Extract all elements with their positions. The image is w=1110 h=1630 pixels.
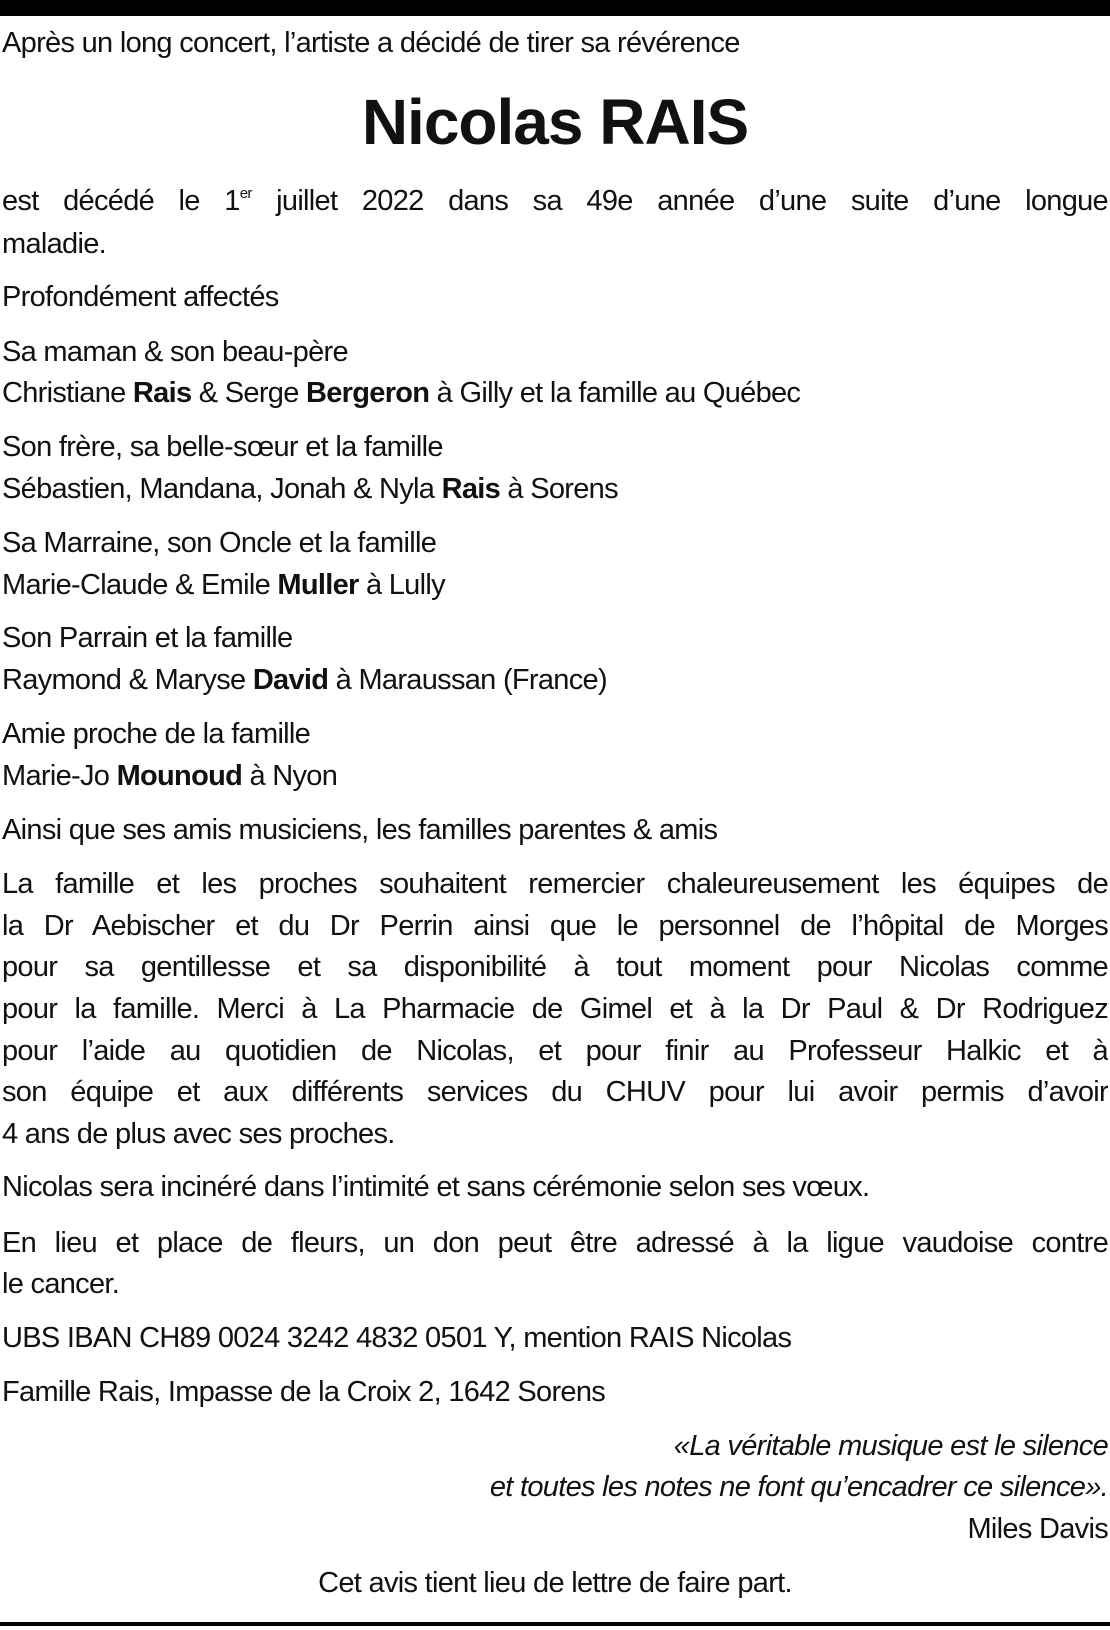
closing-line: Cet avis tient lieu de lettre de faire part. bbox=[318, 1567, 792, 1599]
text: à Nyon bbox=[242, 760, 338, 792]
family-members bbox=[2, 372, 1108, 414]
thanks-line: la Dr Aebischer et du Dr Perrin ainsi que le personnel de l’hôpital de Morges bbox=[2, 910, 1108, 942]
death-announcement-end: maladie. bbox=[2, 228, 107, 260]
thanks-line: pour sa gentillesse et sa disponibilité à tout moment pour Nicolas comme bbox=[2, 951, 1108, 983]
quote-author: Miles Davis bbox=[967, 1513, 1108, 1545]
death-announcement bbox=[2, 180, 1108, 222]
thanks-line: son équipe et aux différents services du CHUV pour lui avoir permis d’avoir bbox=[2, 1076, 1108, 1108]
surname: Bergeron bbox=[306, 377, 430, 409]
donation-line: En lieu et place de fleurs, un don peut être adressé à la ligue vaudoise contre bbox=[2, 1227, 1108, 1259]
bottom-border bbox=[0, 1622, 1110, 1626]
death-sup: er bbox=[239, 185, 252, 202]
text: Marie-Jo bbox=[2, 760, 117, 792]
text: Christiane bbox=[2, 377, 133, 409]
text: Sébastien, Mandana, Jonah & Nyla bbox=[2, 473, 442, 505]
text: à Lully bbox=[358, 569, 445, 601]
affected-line: Profondément affectés bbox=[2, 281, 279, 313]
text: à Gilly et la famille au Québec bbox=[429, 377, 801, 409]
text: à Sorens bbox=[500, 473, 618, 505]
surname: David bbox=[252, 664, 329, 696]
family-role: Son frère, sa belle-sœur et la famille bbox=[2, 431, 443, 463]
family-role: Sa Marraine, son Oncle et la famille bbox=[2, 527, 437, 559]
quote-line: et toutes les notes ne font qu’encadrer ce silence». bbox=[489, 1471, 1108, 1503]
text: Marie-Claude & Emile bbox=[2, 569, 278, 601]
family-members bbox=[2, 564, 1108, 606]
intro-line: Après un long concert, l’artiste a décidé de tirer sa révérence bbox=[2, 27, 740, 59]
family-role: Amie proche de la famille bbox=[2, 718, 311, 750]
family-role: Sa maman & son beau-père bbox=[2, 336, 348, 368]
death-text-a: est décédé le 1 bbox=[2, 185, 240, 217]
family-role: Son Parrain et la famille bbox=[2, 622, 293, 654]
death-text-b: juillet 2022 dans sa 49e année d’une suite d’une longue bbox=[251, 185, 1108, 217]
family-members bbox=[2, 659, 1108, 701]
thanks-line: 4 ans de plus avec ses proches. bbox=[2, 1118, 395, 1150]
top-border bbox=[0, 0, 1110, 16]
surname: Mounoud bbox=[116, 760, 243, 792]
thanks-line: pour la famille. Merci à La Pharmacie de Gimel et à la Dr Paul & Dr Rodriguez bbox=[2, 993, 1108, 1025]
thanks-line: pour l’aide au quotidien de Nicolas, et pour finir au Professeur Halkic et à bbox=[2, 1035, 1108, 1067]
family-members bbox=[2, 468, 1108, 510]
donation-line: le cancer. bbox=[2, 1268, 120, 1300]
family-address: Famille Rais, Impasse de la Croix 2, 1642 Sorens bbox=[2, 1376, 606, 1408]
family-members bbox=[2, 755, 1108, 797]
deceased-name: Nicolas RAIS bbox=[361, 86, 749, 158]
surname: Muller bbox=[277, 569, 359, 601]
friends-line: Ainsi que ses amis musiciens, les familles parentes & amis bbox=[2, 814, 718, 846]
bank-details: UBS IBAN CH89 0024 3242 4832 0501 Y, mention RAIS Nicolas bbox=[2, 1322, 792, 1354]
surname: Rais bbox=[441, 473, 501, 505]
text: à Maraussan (France) bbox=[328, 664, 607, 696]
text: Raymond & Maryse bbox=[2, 664, 253, 696]
thanks-line: La famille et les proches souhaitent remercier chaleureusement les équipes de bbox=[2, 868, 1108, 900]
surname: Rais bbox=[132, 377, 192, 409]
cremation-line: Nicolas sera incinéré dans l’intimité et sans cérémonie selon ses vœux. bbox=[2, 1171, 870, 1203]
quote-line: «La véritable musique est le silence bbox=[673, 1430, 1108, 1462]
text: & Serge bbox=[191, 377, 306, 409]
